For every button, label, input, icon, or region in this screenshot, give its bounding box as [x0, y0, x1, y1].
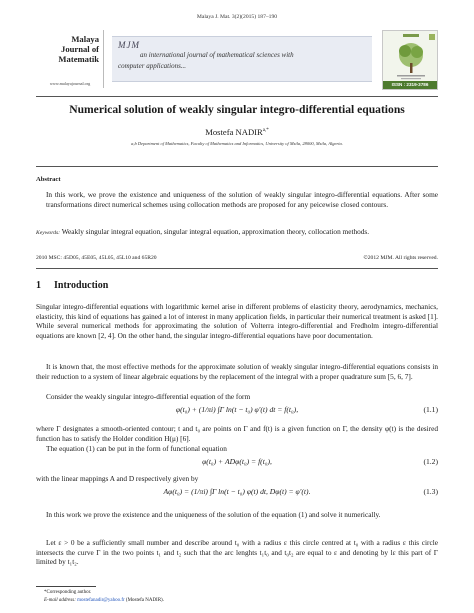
keywords-text: Weakly singular integral equation, singular integral equation, approximation theory, collocation methods.	[61, 227, 370, 236]
journal-cover-thumbnail	[382, 30, 438, 90]
tree-emblem-icon	[383, 31, 439, 83]
author-affiliation: a,b Department of Mathematics, Faculty of Mathematics and Informatics, University of Msila, 28000, Msila, Algeria.	[131, 141, 343, 146]
equation-1-3-label: (1.3)	[423, 487, 438, 496]
footnote-corresponding: *Corresponding author.	[44, 590, 92, 595]
equation-1-3-body: Aφ(t₀) = (1/πi) ∫Γ ln(t − t₀) φ(t) dt, Dφ(t) = φ′(t).	[163, 487, 311, 496]
section-title: Introduction	[54, 280, 109, 291]
issn-label: ISSN : 2319-3786	[383, 81, 437, 89]
intro-paragraph-2: It is known that, the most effective methods for the approximate solution of weakly singular integro-differential equations consists in their reduction to a system of linear algebraic equations by the replacement of the integral with a proper quadrature sum [5, 6, 7].	[36, 362, 438, 381]
equation-1-2-label: (1.2)	[423, 457, 438, 466]
article-author	[0, 127, 474, 137]
tagline-line-1: an international journal of mathematical sciences with	[140, 51, 294, 59]
equation-1-2-body: φ(t₀) + ADφ(t₀) = f(t₀),	[202, 457, 272, 466]
journal-masthead	[36, 30, 438, 92]
logo-line-1: Malaya	[71, 34, 99, 44]
email-label: E-mail address:	[44, 598, 76, 603]
author-affiliation-mark: a,*	[262, 128, 269, 134]
abstract-top-divider	[36, 166, 438, 167]
intro-paragraph-5: The equation (1) can be put in the form of functional equation	[46, 444, 227, 453]
section-heading	[36, 280, 108, 291]
article-title: Numerical solution of weakly singular integro-differential equations	[69, 103, 405, 116]
equation-1-1	[36, 400, 438, 422]
journal-logo	[36, 30, 104, 88]
keywords	[36, 227, 438, 237]
equation-1-3	[36, 482, 438, 504]
journal-tagline-banner	[112, 36, 372, 82]
intro-paragraph-8: Let ε > 0 be a sufficiently small number and describe around t₀ with a radius ε this circle centred at t₀ with a radius ε this circle intersects the curve Γ in the two points t₁ and t₂ such that the arc lenghts t₁t₀ and t₀t₂ are equal to ε and denoting by lε this part of Γ limited by t₁t₂.	[36, 538, 438, 567]
equation-1-2	[36, 452, 438, 474]
footnote-email	[44, 598, 164, 603]
intro-paragraph-1: Singular integro-differential equations with logarithmic kernel arise in different problems of elasticity theory, aerodynamics, mechanics, elasticity, this kind of equations has gained a lot of interest in many application fields, in particular their numerical treatment is asked [1]. While several numerical methods for approximating the solution of Volterra integro-differential and Fredholm integro-differential equations are known [2, 4]. On the other hand, the singular integro-differential equations have poor documentation.	[36, 302, 438, 340]
journal-citation: Malaya J. Mat. 3(2)(2015) 187–190	[196, 14, 278, 20]
email-suffix: (Mostefa NADIR).	[125, 598, 164, 603]
equation-1-1-label: (1.1)	[423, 405, 438, 414]
intro-paragraph-7: In this work we prove the existence and the uniqueness of the solution of the equation (1) and solve it numerically.	[46, 510, 381, 519]
msc-codes: 2010 MSC: 45D05, 45E05, 45L05, 45L10 and 65R20	[36, 255, 157, 261]
logo-line-2: Journal of	[61, 44, 99, 54]
email-link[interactable]: mostefanadir@yahoo.fr	[77, 598, 125, 603]
journal-url[interactable]: www.malayajournal.org	[49, 81, 91, 86]
logo-line-3: Matematik	[58, 54, 99, 64]
section-number: 1	[36, 280, 41, 291]
equation-1-1-body: φ(t₀) + (1/πi) ∫Γ ln(t − t₀) φ′(t) dt = f(t₀),	[175, 405, 299, 414]
intro-paragraph-4: where Γ designates a smooth-oriented contour; t and t₀ are points on Γ and f(t) is a given function on Γ, the density φ(t) is the desired function has to satisfy the Holder condition H(μ) [6].	[36, 424, 438, 443]
tagline-line-2: computer applications...	[118, 62, 187, 70]
abstract-bottom-divider	[36, 268, 438, 269]
intro-paragraph-3: Consider the weakly singular integro-differential equation of the form	[46, 392, 251, 401]
header-divider	[36, 96, 438, 97]
mjm-mark: MJM	[118, 40, 140, 50]
intro-paragraph-6: with the linear mappings A and D respectively given by	[36, 474, 199, 483]
author-name: Mostefa NADIR	[205, 127, 263, 137]
keywords-label: Keywords:	[36, 230, 61, 236]
copyright-notice: ©2012 MJM. All rights reserved.	[363, 255, 438, 261]
abstract-heading: Abstract	[36, 176, 61, 183]
abstract-text: In this work, we prove the existence and uniqueness of the solution of weakly singular integro-differential equations. After some transformations direct numerical schemes using collocation methods are proposed for any peicewise closed contours.	[46, 190, 438, 209]
footnote-rule	[36, 586, 96, 587]
